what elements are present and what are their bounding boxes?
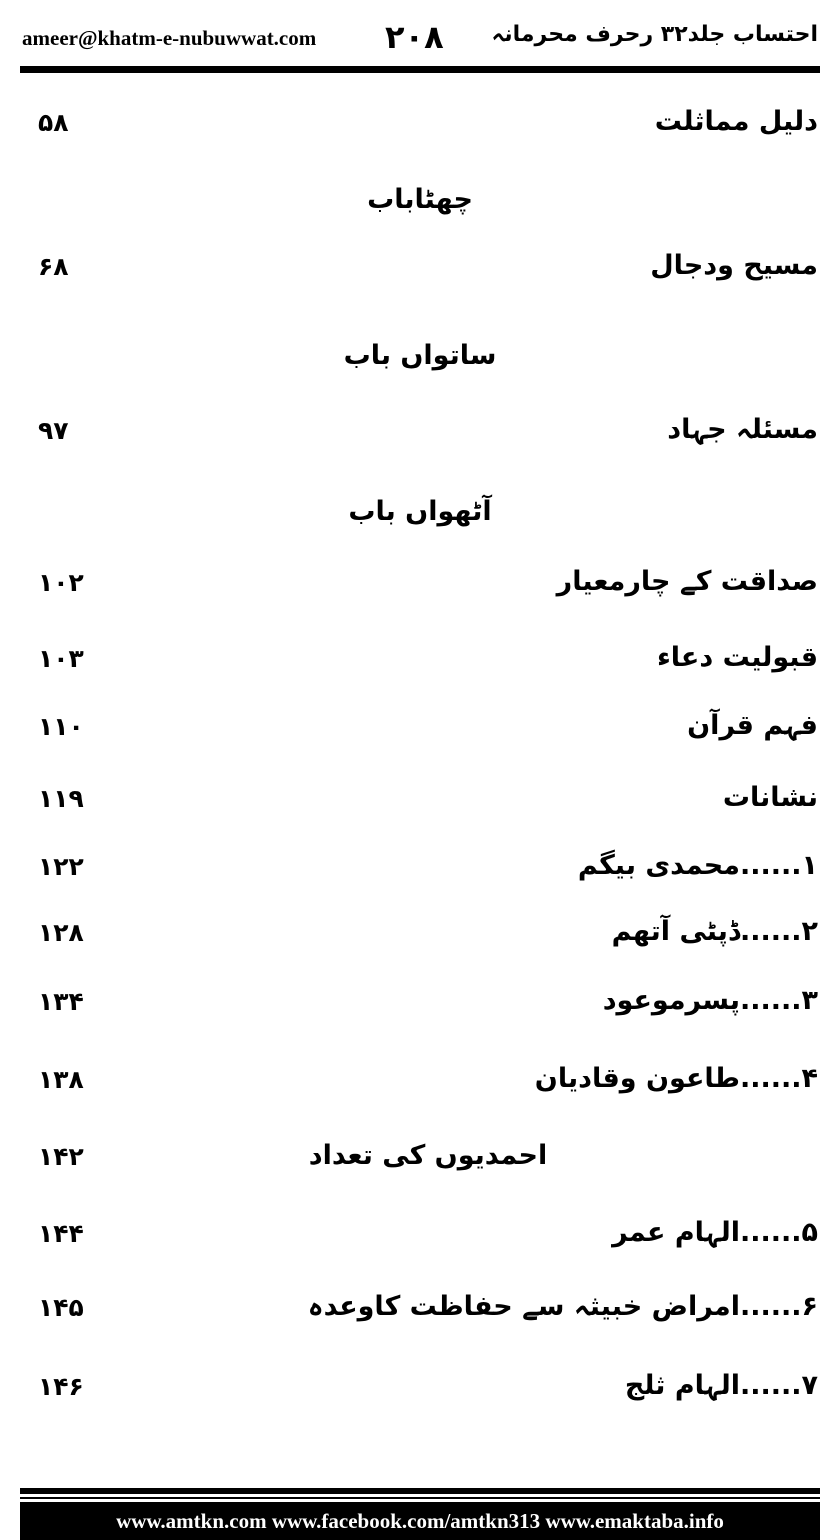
toc-entry[interactable] xyxy=(38,850,818,900)
toc-entry-title: احمدیوں کی تعداد xyxy=(308,1140,548,1171)
toc-entry-page: ۱۴۴ xyxy=(38,1219,84,1248)
toc-entry[interactable] xyxy=(38,1217,818,1267)
toc-entry-title: فہم قرآن xyxy=(687,710,818,741)
toc-entry[interactable] xyxy=(38,106,818,156)
toc-entry[interactable] xyxy=(38,566,818,616)
toc-entry-title: ۲......ڈپٹی آتھم xyxy=(611,916,818,947)
toc-entry[interactable] xyxy=(38,710,818,760)
toc-entry-page: ۶۸ xyxy=(38,252,69,281)
toc-entry-page: ۱۳۸ xyxy=(38,1065,84,1094)
toc-entry-page: ۱۴۶ xyxy=(38,1372,84,1401)
toc-entry[interactable] xyxy=(38,642,818,692)
toc-entry[interactable] xyxy=(38,916,818,966)
toc-entry-title: مسئلہ جہاد xyxy=(667,414,818,445)
toc-entry[interactable] xyxy=(38,1370,818,1420)
chapter-heading: چھٹاباب xyxy=(367,184,473,215)
toc-entry[interactable] xyxy=(38,985,818,1035)
header-email[interactable]: ameer@khatm-e-nubuwwat.com xyxy=(22,26,317,50)
chapter-heading: آٹھواں باب xyxy=(348,496,492,527)
toc-entry-title: دلیل مماثلت xyxy=(654,106,818,137)
toc-entry-title: مسیح ودجال xyxy=(650,250,818,281)
toc-entry-title: ۱......محمدی بیگم xyxy=(577,850,818,881)
toc-entry[interactable] xyxy=(38,1291,818,1341)
toc-entry-title: ۵......الہام عمر xyxy=(612,1217,818,1248)
toc-entry-page: ۱۰۲ xyxy=(38,568,84,597)
toc-entry-page: ۱۴۵ xyxy=(38,1293,84,1322)
toc-entry-title: صداقت کے چارمعیار xyxy=(556,566,818,597)
toc-entry-title: ۷......الہام ثلج xyxy=(624,1370,818,1401)
page-number: ۲۰۸ xyxy=(385,18,444,56)
footer-rule-thick xyxy=(20,1488,820,1494)
toc-entry-page: ۱۱۹ xyxy=(38,784,84,813)
toc-entry-page: ۱۲۸ xyxy=(38,918,84,947)
toc-entry-title: ۶......امراض خبیثہ سے حفاظت کاوعدہ xyxy=(307,1291,818,1322)
footer-rule-thin xyxy=(20,1497,820,1499)
toc-entry-page: ۹۷ xyxy=(38,416,69,445)
toc-entry[interactable] xyxy=(38,1140,818,1190)
toc-entry[interactable] xyxy=(38,782,818,832)
toc-entry[interactable] xyxy=(38,250,818,300)
toc-entry-title: قبولیت دعاء xyxy=(656,642,818,673)
toc-entry-page: ۱۳۴ xyxy=(38,987,84,1016)
toc-entry-page: ۱۴۲ xyxy=(38,1142,84,1171)
toc-entry[interactable] xyxy=(38,1063,818,1113)
toc-entry-title: ۴......طاعون وقادیان xyxy=(534,1063,818,1094)
toc-entry-page: ۱۱۰ xyxy=(38,712,84,741)
footer-links-bar[interactable]: www.amtkn.com www.facebook.com/amtkn313 www.emaktaba.info xyxy=(20,1502,820,1540)
toc-entry[interactable] xyxy=(38,414,818,464)
running-title: احتساب جلد۳۲ رحرف محرمانہ xyxy=(491,22,818,47)
toc-entry-page: ۵۸ xyxy=(38,108,69,137)
toc-entry-title: ۳......پسرموعود xyxy=(602,985,818,1016)
toc-entry-title: نشانات xyxy=(722,782,818,813)
toc-entry-page: ۱۲۲ xyxy=(38,852,84,881)
chapter-heading: ساتواں باب xyxy=(343,340,497,371)
toc-entry-page: ۱۰۳ xyxy=(38,644,84,673)
